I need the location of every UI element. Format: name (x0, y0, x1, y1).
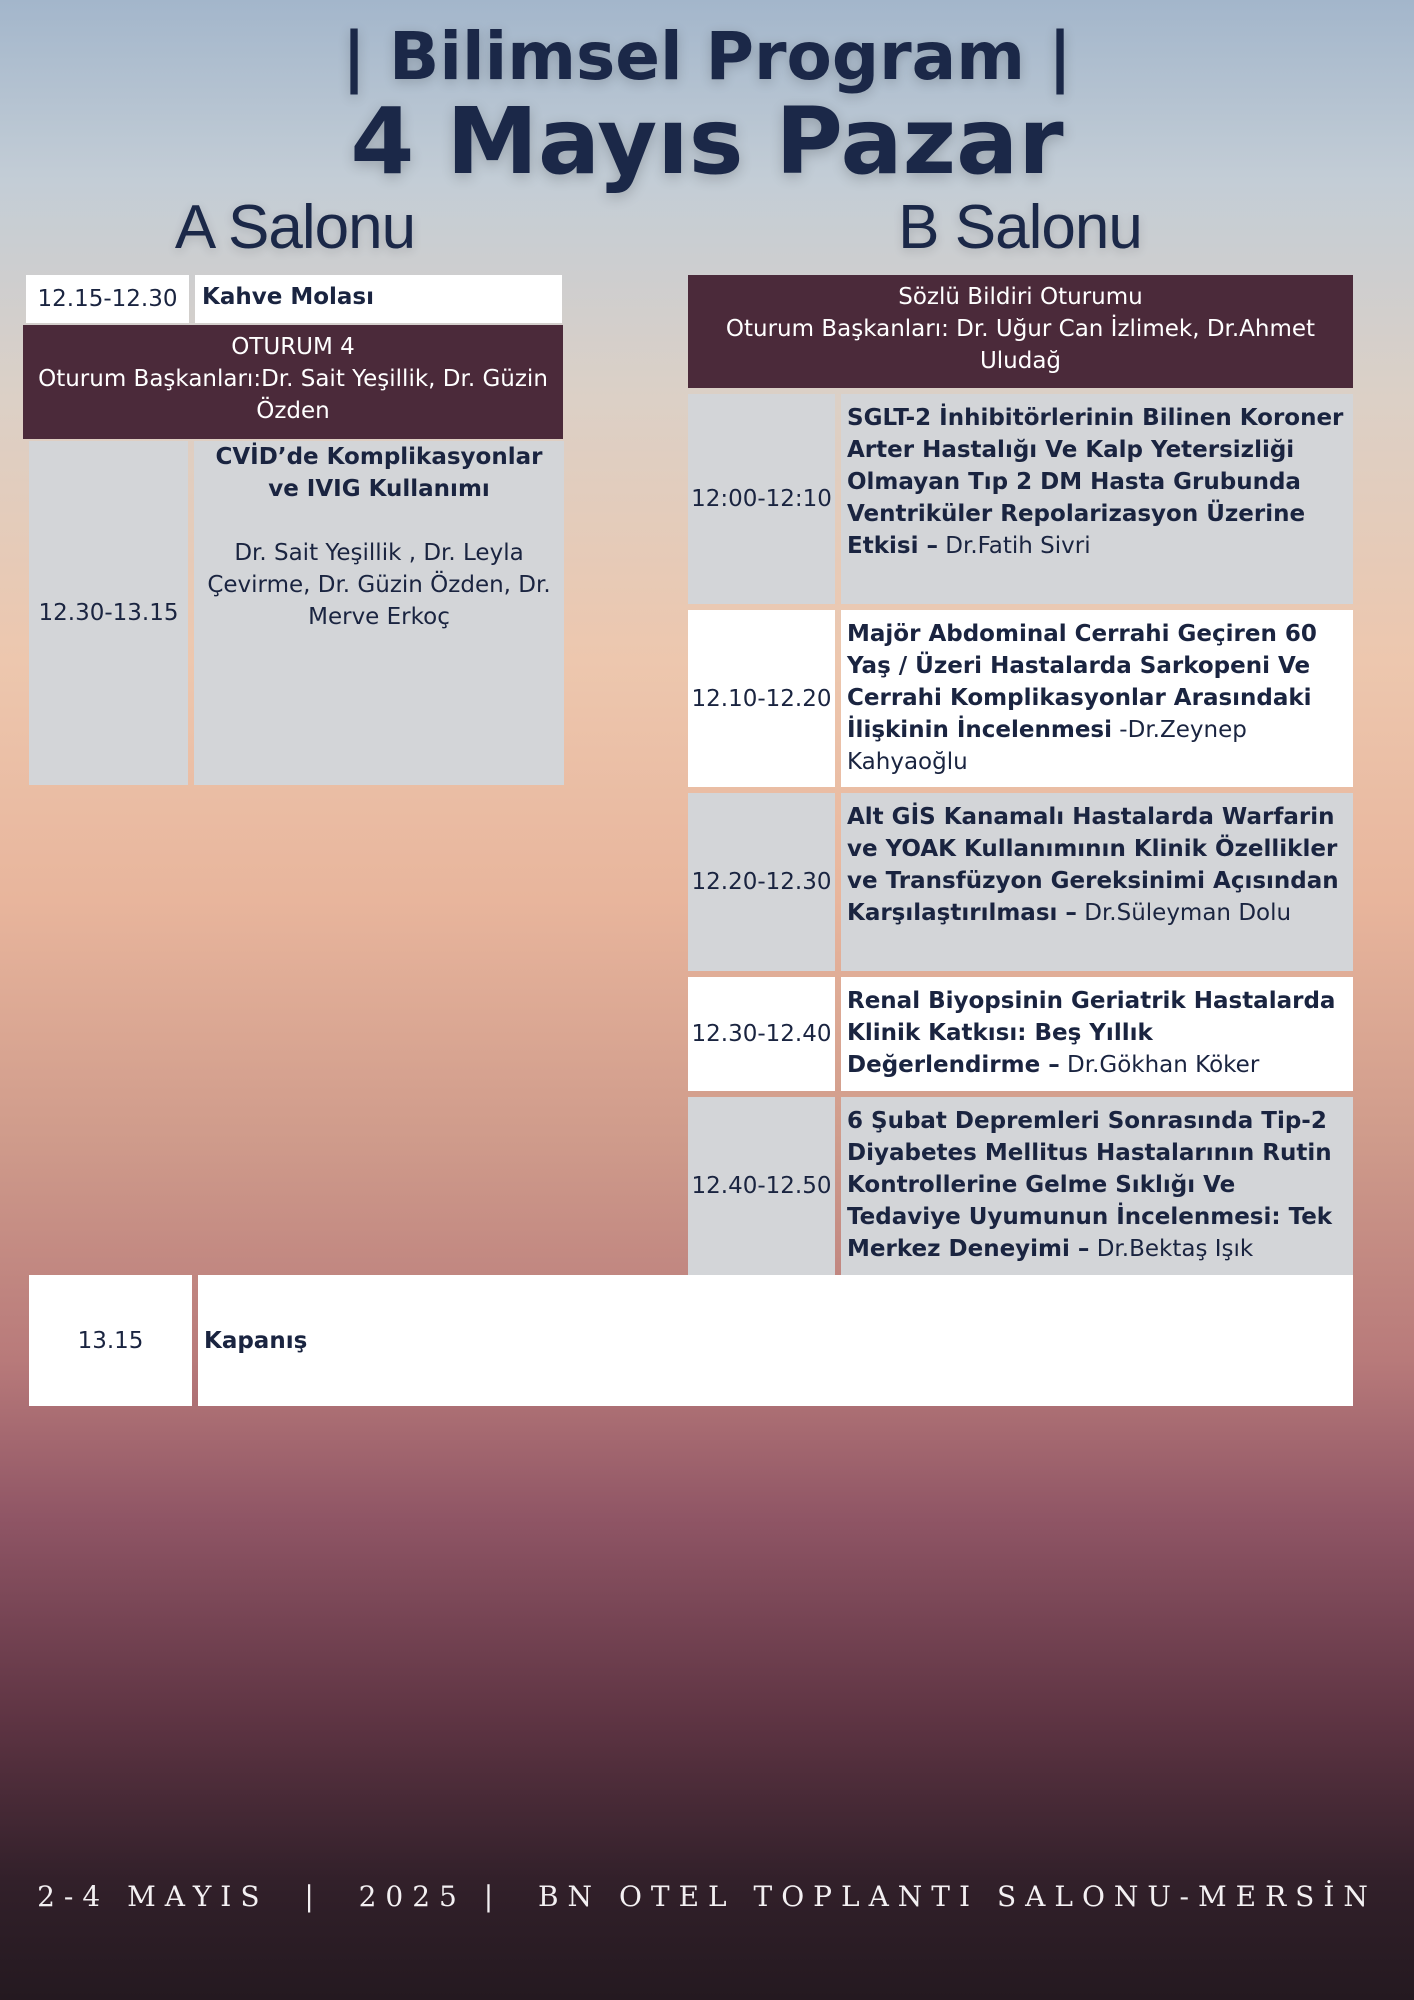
event-footer: 2-4 MAYIS | 2025 | BN OTEL TOPLANTI SALONU-MERSİN (37, 1880, 1377, 1913)
hall-b-talk-4-title: Renal Biyopsinin Geriatrik Hastalarda Klinik Katkısı: Beş Yıllık Değerlendirme – (847, 988, 1336, 1078)
hall-b-talk-3-title: Alt GİS Kanamalı Hastalarda Warfarin ve YOAK Kullanımının Klinik Özellikler ve Transfüzyon Gereksinimi Açısından Karşılaştırılması – (847, 804, 1339, 926)
hall-b-session-chairs: Oturum Başkanları: Dr. Uğur Can İzlimek, Dr.Ahmet Uludağ (725, 316, 1316, 374)
hall-a-title: A Salonu (174, 193, 416, 262)
hall-b-talk-4-speaker: Dr.Gökhan Köker (1059, 1052, 1260, 1078)
hall-b-time-3: 12.20-12.30 (688, 793, 835, 971)
hall-b-talk-5-title: 6 Şubat Depremleri Sonrasında Tip-2 Diyabetes Mellitus Hastalarının Rutin Kontrollerine Gelme Sıklığı Ve Tedaviye Uyumunun İncelenmesi: Tek Merkez Deneyimi – (847, 1108, 1333, 1262)
hall-b-talk-1-title: SGLT-2 İnhibitörlerinin Bilinen Koroner Arter Hastalığı Ve Kalp Yetersizliği Olmayan Tıp 2 DM Hasta Grubunda Ventriküler Repolarizasyon Üzerine Etkisi – (847, 405, 1344, 559)
hall-b-talk-1 (841, 394, 1353, 604)
hall-a-time-coffee: 12.15-12.30 (26, 275, 189, 323)
hall-a-session-header (23, 325, 563, 439)
hall-a-session-name: OTURUM 4 (231, 334, 355, 360)
hall-b-time-5: 12.40-12.50 (688, 1097, 835, 1275)
hall-b-time-4: 12.30-12.40 (688, 977, 835, 1091)
hall-b-session-header (688, 275, 1353, 388)
hall-a-session-chairs: Oturum Başkanları:Dr. Sait Yeşillik, Dr. Güzin Özden (38, 366, 548, 424)
hall-b-talk-1-speaker: Dr.Fatih Sivri (937, 533, 1091, 559)
closing-title: Kapanış (198, 1275, 1353, 1406)
hall-a-talk-title: CVİD’de Komplikasyonlar ve IVIG Kullanımı (215, 444, 543, 502)
hall-b-title: B Salonu (898, 193, 1142, 262)
hall-b-talk-2 (841, 610, 1353, 787)
hall-b-talk-3 (841, 793, 1353, 971)
hall-b-talk-4 (841, 977, 1353, 1091)
closing-time: 13.15 (29, 1275, 192, 1406)
hall-b-session-name: Sözlü Bildiri Oturumu (898, 284, 1143, 310)
hall-a-talk-speakers: Dr. Sait Yeşillik , Dr. Leyla Çevirme, Dr. Güzin Özden, Dr. Merve Erkoç (207, 540, 551, 630)
hall-a-time-cvid: 12.30-13.15 (29, 441, 188, 785)
program-title: | Bilimsel Program | (341, 18, 1073, 95)
hall-b-time-2: 12.10-12.20 (688, 610, 835, 787)
hall-a-coffee-break: Kahve Molası (195, 275, 562, 323)
program-date: 4 Mayıs Pazar (350, 88, 1064, 195)
hall-b-talk-5 (841, 1097, 1353, 1275)
hall-b-talk-3-speaker: Dr.Süleyman Dolu (1076, 900, 1292, 926)
hall-b-talk-2-title: Majör Abdominal Cerrahi Geçiren 60 Yaş / Üzeri Hastalarda Sarkopeni Ve Cerrahi Komplikasyonlar Arasındaki İlişkinin İncelenmesi (847, 621, 1317, 743)
hall-b-talk-5-speaker: Dr.Bektaş Işık (1089, 1236, 1254, 1262)
hall-b-talk-2-speaker: -Dr.Zeynep Kahyaoğlu (847, 717, 1247, 775)
hall-b-time-1: 12:00-12:10 (688, 394, 835, 604)
hall-a-talk-cvid (194, 441, 564, 785)
